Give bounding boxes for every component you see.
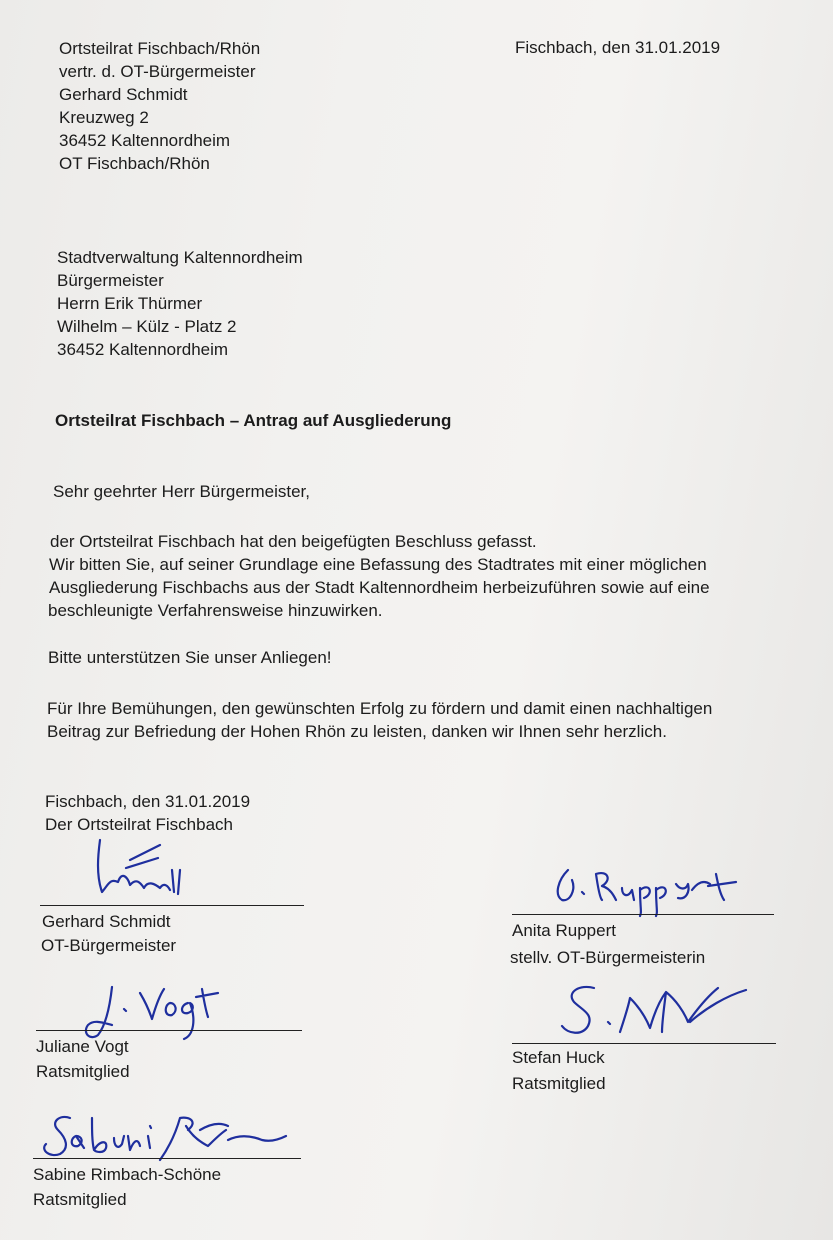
sender-line: Gerhard Schmidt	[59, 85, 188, 104]
body-line: beschleunigte Verfahrensweise hinzuwirken.	[48, 601, 383, 620]
recipient-line: Herrn Erik Thürmer	[57, 294, 203, 313]
signatory-name: Anita Ruppert	[512, 921, 616, 940]
signature-line	[512, 1043, 776, 1044]
body-line: Für Ihre Bemühungen, den gewünschten Erfolg zu fördern und damit einen nachhaltigen	[47, 699, 713, 718]
signature-line	[36, 1030, 302, 1031]
sender-line: Ortsteilrat Fischbach/Rhön	[59, 39, 261, 58]
signatory-role: stellv. OT-Bürgermeisterin	[510, 948, 706, 967]
signature-line	[33, 1158, 301, 1159]
signatory-role: Ratsmitglied	[36, 1062, 130, 1081]
signatory-role: Ratsmitglied	[33, 1190, 127, 1209]
signatory-name: Juliane Vogt	[36, 1037, 129, 1056]
signature-line	[512, 914, 774, 915]
body-line: der Ortsteilrat Fischbach hat den beigefügten Beschluss gefasst.	[50, 532, 537, 551]
body-line: Ausgliederung Fischbachs aus der Stadt Kaltennordheim herbeizuführen sowie auf eine	[49, 578, 710, 597]
sender-line: 36452 Kaltennordheim	[59, 131, 231, 150]
handwritten-signature	[550, 978, 760, 1048]
handwritten-signature	[540, 860, 760, 920]
recipient-line: Stadtverwaltung Kaltennordheim	[57, 248, 303, 267]
handwritten-signature	[60, 830, 200, 910]
signatory-name: Gerhard Schmidt	[42, 912, 171, 931]
closing-organization: Der Ortsteilrat Fischbach	[45, 815, 233, 834]
salutation: Sehr geehrter Herr Bürgermeister,	[53, 482, 310, 501]
closing-place-date: Fischbach, den 31.01.2019	[45, 792, 251, 811]
letter-date: Fischbach, den 31.01.2019	[515, 38, 721, 57]
signature-line	[40, 905, 304, 906]
body-line: Bitte unterstützen Sie unser Anliegen!	[48, 648, 332, 667]
signatory-role: OT-Bürgermeister	[41, 936, 177, 955]
signatory-name: Stefan Huck	[512, 1048, 605, 1067]
subject-line: Ortsteilrat Fischbach – Antrag auf Ausgliederung	[55, 411, 452, 430]
recipient-line: Bürgermeister	[57, 271, 164, 290]
signatory-role: Ratsmitglied	[512, 1074, 606, 1093]
body-line: Beitrag zur Befriedung der Hohen Rhön zu leisten, danken wir Ihnen sehr herzlich.	[47, 722, 667, 741]
signatory-name: Sabine Rimbach-Schöne	[33, 1165, 222, 1184]
sender-line: OT Fischbach/Rhön	[59, 154, 210, 173]
sender-line: Kreuzweg 2	[59, 108, 149, 127]
recipient-line: 36452 Kaltennordheim	[57, 340, 229, 359]
sender-line: vertr. d. OT-Bürgermeister	[59, 62, 256, 81]
body-line: Wir bitten Sie, auf seiner Grundlage eine Befassung des Stadtrates mit einer möglichen	[49, 555, 707, 574]
recipient-line: Wilhelm – Külz - Platz 2	[57, 317, 237, 336]
